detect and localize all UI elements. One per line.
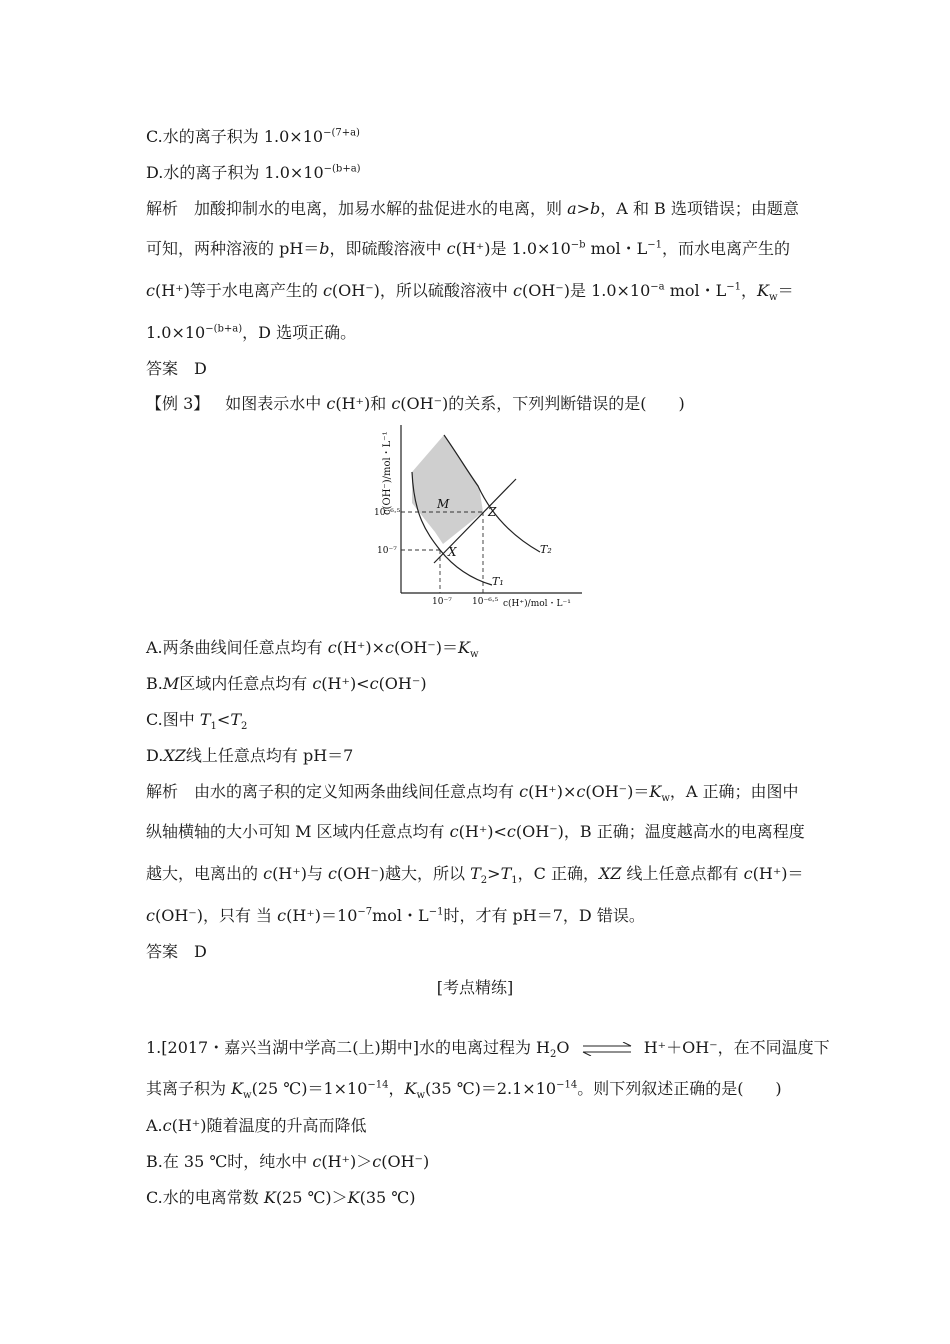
- option-c: C.图中 $T_1<T_2$: [146, 710, 248, 733]
- y-tick-65: 10⁻⁶·⁵: [374, 508, 401, 518]
- option-b: B.M区域内任意点均有 c(H⁺)<c(OH⁻): [146, 674, 427, 693]
- x-tick-7: 10⁻⁷: [432, 597, 452, 607]
- question-1-option-a: A.c(H⁺)随着温度的升高而降低: [146, 1116, 367, 1135]
- option-d-prev: D.水的离子积为 $1.0\times 10^{-(b+a)}$: [146, 163, 361, 182]
- label-z: Z: [488, 505, 497, 519]
- answer-2: 答案 D: [146, 942, 207, 961]
- question-1-line-2: 其离子积为 $K_w(25$ $℃)=1\times 10^{-14}$，$K_w(35$ $℃)=2.1\times 10^{-14}$。则下列叙述正确的是( ): [146, 1079, 782, 1102]
- kw-chart: [350, 420, 590, 620]
- y-axis-label: c(OH⁻)/mol・L⁻¹: [382, 431, 393, 515]
- analysis-1: 解析 加酸抑制水的电离，加易水解的盐促进水的电离，则 a>b，A 和 B 选项错误；由题意 可知，两种溶液的 pH＝b，即硫酸溶液中 c(H⁺)是 $1.0\times 10^{-b}$ mol・$L^{-1}$，而水电离产生的 c(H⁺)等于水电离产生的 c(OH⁻)，所以硫酸溶液中 c(OH⁻)是 $1.0\times 10^{-a}$ mol・$L^{-1}$，$K_w=$ $1.0\times 10^{-(b+a)}$，D 选项正确。: [146, 199, 799, 342]
- x-tick-65: 10⁻⁶·⁵: [472, 597, 499, 607]
- example-label: 【例 3】: [146, 394, 210, 413]
- option-c-prev: C.水的离子积为 $1.0\times 10^{-(7+a)}$: [146, 127, 360, 146]
- option-a: A.两条曲线间任意点均有 $c(H^+)\times c(OH^-)=K_w$: [146, 638, 479, 661]
- x-axis-label: c(H⁺)/mol・L⁻¹: [503, 599, 571, 609]
- question-1-option-b: B.在 35 ℃时，纯水中 c(H⁺)＞c(OH⁻): [146, 1152, 430, 1171]
- example-3-question: 【例 3】 如图表示水中 c(H⁺)和 c(OH⁻)的关系，下列判断错误的是( ): [146, 394, 685, 413]
- equilibrium-arrow-icon: [581, 1042, 633, 1056]
- label-x: X: [448, 545, 457, 559]
- label-t2: T₂: [540, 543, 552, 556]
- section-title: [考点精练]: [436, 978, 514, 997]
- label-t1: T₁: [492, 575, 504, 588]
- answer-1: 答案 D: [146, 359, 207, 378]
- analysis-label: 解析: [146, 782, 179, 801]
- analysis-label: 解析: [146, 199, 179, 218]
- question-1-line-1: 1.[2017・嘉兴当湖中学高二(上)期中]水的电离过程为 $H_2O$ H⁺＋OH⁻，在不同温度下: [146, 1038, 830, 1061]
- region-m: [412, 435, 483, 544]
- question-1-option-c: C.水的电离常数 K(25 ℃)＞K(35 ℃): [146, 1188, 416, 1207]
- analysis-2: 解析 由水的离子积的定义知两条曲线间任意点均有 $c(H^+)\times c(OH^-)=K_w$，A 正确；由图中 纵轴横轴的大小可知 M 区域内任意点均有 c(H⁺)<c(OH⁻)，B 正确；温度越高水的电离程度 越大，电离出的 c(H⁺)与 c(OH⁻)越大，所以 $T_2>T_1$，C 正确，XZ 线上任意点都有 c(H⁺)＝ c(OH⁻)，只有 当 $c(H^+)=10^{-7}mol$・$L^{-1}$时，才有 pH＝7，D 错误。: [146, 782, 805, 925]
- label-m: M: [437, 497, 450, 511]
- option-d: D.XZ线上任意点均有 pH＝7: [146, 746, 354, 765]
- y-tick-7: 10⁻⁷: [377, 546, 397, 556]
